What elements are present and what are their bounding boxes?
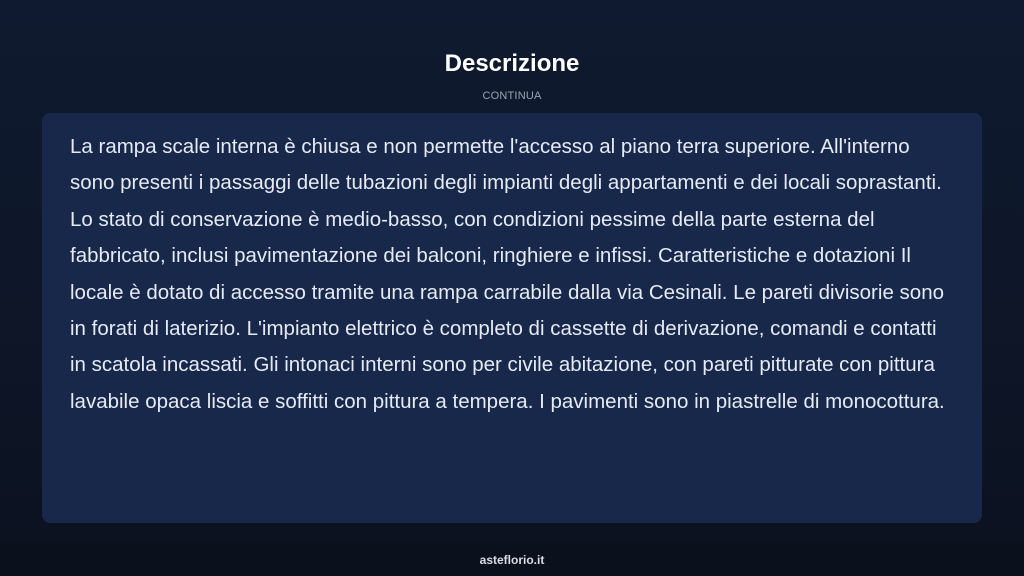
description-text: La rampa scale interna è chiusa e non permette l'accesso al piano terra superiore. All'interno sono presenti i passaggi delle tubazioni degli impianti degli appartamenti e dei locali soprastanti. Lo stato di conservazione è medio-basso, con condizioni pessime della parte esterna del fabbricato, inclusi pavimentazione dei balconi, ringhiere e infissi. Caratteristiche e dotazioni Il locale è dotato di accesso tramite una rampa carrabile dalla via Cesinali. Le pareti divisorie sono in forati di laterizio. L'impianto elettrico è completo di cassette di derivazione, comandi e contatti in scatola incassati. Gli intonaci interni sono per civile abitazione, con pareti pitturate con pittura lavabile opaca liscia e soffitti con pittura a tempera. I pavimenti sono in piastrelle di monocottura.: [70, 135, 945, 413]
page-title: Descrizione: [444, 50, 580, 77]
footer-bar: [0, 543, 1024, 576]
footer-site-label: asteflorio.it: [479, 552, 545, 567]
page-subtitle: CONTINUA: [482, 90, 542, 102]
description-card: [42, 113, 982, 523]
